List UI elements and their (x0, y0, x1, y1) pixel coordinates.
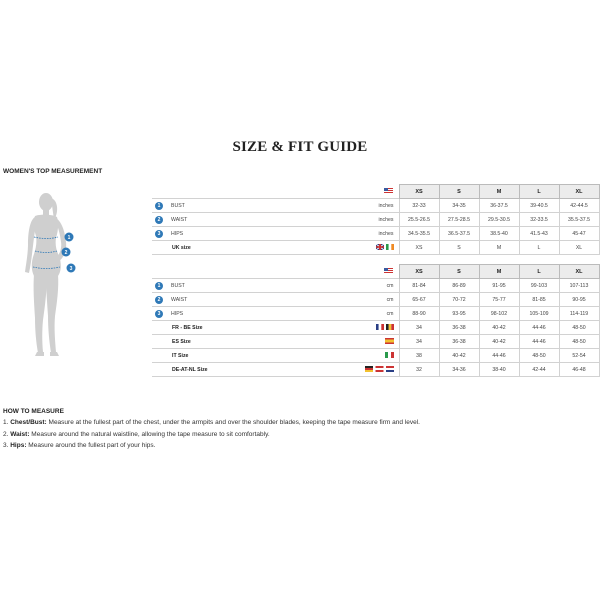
table-cell: 34 (399, 321, 439, 335)
row-label: IT Size (172, 352, 189, 359)
instruction-item: 3. Hips: Measure around the fullest part of your hips. (3, 442, 156, 449)
row-label: BUST (171, 202, 185, 209)
table-cell: 86-89 (439, 279, 479, 293)
table-cell: L (519, 241, 559, 255)
table-cell: 91-95 (479, 279, 519, 293)
table-cell: 42-44.5 (559, 199, 599, 213)
page-title: SIZE & FIT GUIDE (232, 139, 368, 155)
table-cell: 36.5-37.5 (439, 227, 479, 241)
table-row-fr-be (152, 321, 599, 335)
table-cell: 105-109 (519, 307, 559, 321)
table-cell: 38-40 (479, 363, 519, 377)
table-cell: 42-44 (519, 363, 559, 377)
table-cell: 48-50 (519, 349, 559, 363)
table-cell: 107-113 (559, 279, 599, 293)
table-cell: 44-46 (479, 349, 519, 363)
table-cell: 32 (399, 363, 439, 377)
it-flag-icon (385, 352, 394, 358)
row-label: WAIST (171, 216, 188, 223)
table-cell: 36-37.5 (479, 199, 519, 213)
woman-silhouette-figure (18, 190, 88, 360)
table-cell: 40-42 (439, 349, 479, 363)
table-cell: XL (559, 241, 599, 255)
number-badge: 3 (155, 230, 163, 238)
table-cell: 34-36 (439, 363, 479, 377)
header-size-xs: XS (399, 265, 439, 279)
table-cell: 46-48 (559, 363, 599, 377)
table-row-es (152, 335, 599, 349)
row-label: UK size (172, 244, 191, 251)
us-flag-icon (384, 268, 393, 274)
table-cell: 70-72 (439, 293, 479, 307)
header-size-m: M (479, 185, 519, 199)
table-cell: 38 (399, 349, 439, 363)
unit-label: inches (282, 213, 399, 227)
table-cell: 34-35 (439, 199, 479, 213)
unit-label: inches (282, 199, 399, 213)
table-cell: 88-90 (399, 307, 439, 321)
table-cell: 52-54 (559, 349, 599, 363)
table-cell: 44-46 (519, 321, 559, 335)
row-label: HIPS (171, 310, 184, 317)
table-header-row (152, 265, 599, 279)
how-to-heading: HOW TO MEASURE (3, 408, 64, 415)
table-cell: XS (399, 241, 439, 255)
table-header-row (152, 185, 599, 199)
table-row-uk (152, 241, 599, 255)
header-size-l: L (519, 265, 559, 279)
table-cell: 65-67 (399, 293, 439, 307)
es-flag-icon (385, 338, 394, 344)
header-size-s: S (439, 185, 479, 199)
header-size-l: L (519, 185, 559, 199)
instruction-item: 2. Waist: Measure around the natural waistline, allowing the tape measure to sit comfortably. (3, 430, 270, 438)
number-badge: 2 (155, 296, 163, 304)
header-size-m: M (479, 265, 519, 279)
table-cell: 32-33.5 (519, 213, 559, 227)
section-subtitle: WOMEN'S TOP MEASUREMENT (3, 168, 103, 175)
table-cell: 29.5-30.5 (479, 213, 519, 227)
size-table-inches (152, 184, 600, 255)
table-cell: 41.5-43 (519, 227, 559, 241)
uk-ie-flags-icon (376, 244, 394, 250)
number-badge: 2 (155, 216, 163, 224)
table-cell: 99-103 (519, 279, 559, 293)
table-cell: 45-47 (559, 227, 599, 241)
de-at-nl-flags-icon (365, 366, 394, 372)
size-table-cm (152, 264, 600, 377)
table-cell: 48-50 (559, 335, 599, 349)
how-to-measure-section (3, 408, 593, 454)
table-cell: 36-38 (439, 335, 479, 349)
table-cell: 93-95 (439, 307, 479, 321)
marker-1-label: 1 (67, 235, 71, 241)
header-size-xs: XS (399, 185, 439, 199)
row-label: FR - BE Size (172, 324, 203, 331)
marker-3-label: 3 (69, 266, 73, 272)
table-cell: 114-119 (559, 307, 599, 321)
unit-label: inches (282, 227, 399, 241)
header-size-s: S (439, 265, 479, 279)
table-cell: 81-85 (519, 293, 559, 307)
table-cell: 34.5-35.5 (399, 227, 439, 241)
header-size-xl: XL (559, 185, 599, 199)
table-cell: 32-33 (399, 199, 439, 213)
table-cell: 27.5-28.5 (439, 213, 479, 227)
us-flag-icon (384, 188, 393, 194)
number-badge: 3 (155, 310, 163, 318)
fr-be-flags-icon (376, 324, 394, 330)
table-row (152, 293, 599, 307)
unit-label: cm (282, 307, 399, 321)
table-row (152, 279, 599, 293)
table-cell: 48-50 (559, 321, 599, 335)
table-row (152, 213, 599, 227)
table-cell: 36-38 (439, 321, 479, 335)
table-cell: 38.5-40 (479, 227, 519, 241)
table-cell: 39-40.5 (519, 199, 559, 213)
table-cell: 81-84 (399, 279, 439, 293)
unit-label: cm (282, 293, 399, 307)
table-cell: 44-46 (519, 335, 559, 349)
table-row-de-at-nl (152, 363, 599, 377)
marker-2-label: 2 (64, 250, 68, 256)
table-cell: 40-42 (479, 335, 519, 349)
row-label: ES Size (172, 338, 191, 345)
table-cell: 35.5-37.5 (559, 213, 599, 227)
row-label: HIPS (171, 230, 184, 237)
table-row (152, 227, 599, 241)
table-cell: 34 (399, 335, 439, 349)
table-cell: 75-77 (479, 293, 519, 307)
row-label: BUST (171, 282, 185, 289)
table-row (152, 307, 599, 321)
table-cell: S (439, 241, 479, 255)
table-cell: 25.5-26.5 (399, 213, 439, 227)
header-size-xl: XL (559, 265, 599, 279)
table-cell: M (479, 241, 519, 255)
table-cell: 90-95 (559, 293, 599, 307)
instruction-item: 1. Chest/Bust: Measure at the fullest part of the chest, under the armpits and over the shoulder blades, keeping the tape measure firm and level. (3, 419, 420, 426)
unit-label: cm (282, 279, 399, 293)
table-row-it (152, 349, 599, 363)
table-cell: 98-102 (479, 307, 519, 321)
number-badge: 1 (155, 202, 163, 210)
row-label: WAIST (171, 296, 188, 303)
table-row (152, 199, 599, 213)
table-cell: 40-42 (479, 321, 519, 335)
row-label: DE-AT-NL Size (172, 366, 208, 373)
number-badge: 1 (155, 282, 163, 290)
